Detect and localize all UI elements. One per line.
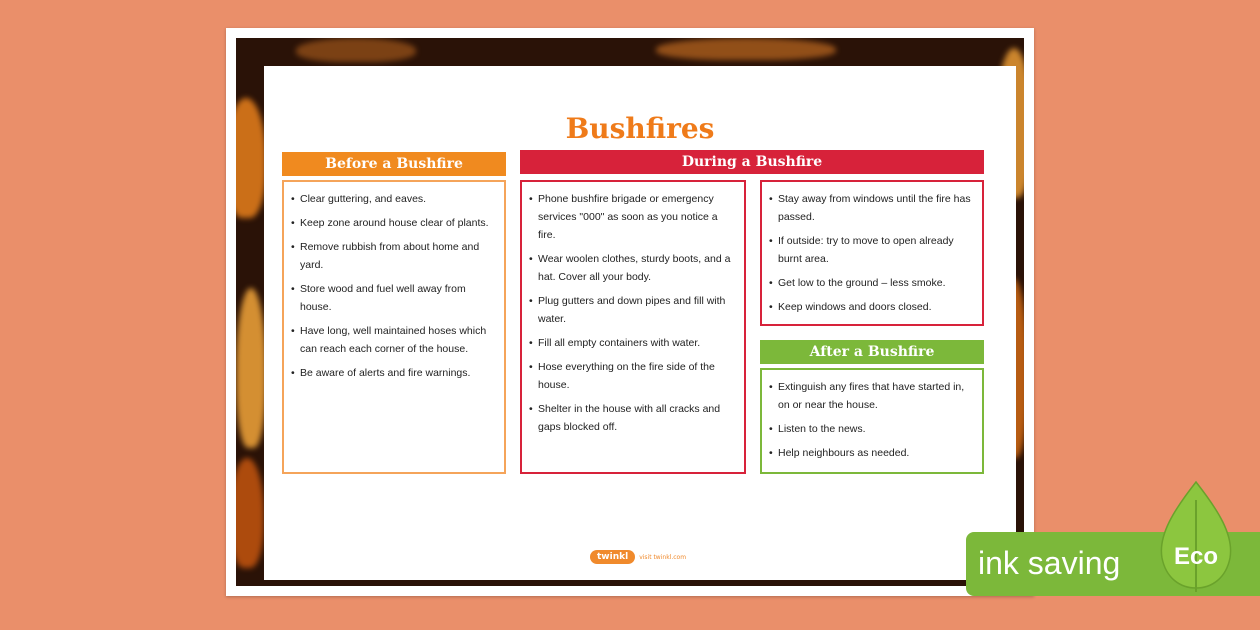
leaf-icon [1156, 480, 1236, 592]
list-item: • Keep windows and doors closed. [778, 298, 976, 316]
fire-border-frame [236, 38, 1024, 586]
list-item: • Extinguish any fires that have started in, on or near the house. [778, 378, 976, 414]
list-item: • Hose everything on the fire side of the house. [538, 358, 738, 394]
flame-decoration [296, 38, 416, 62]
list-item: • Store wood and fuel well away from house. [300, 280, 498, 316]
flame-decoration [236, 458, 264, 568]
eco-label: Eco [1173, 543, 1219, 570]
list-item: • Clear guttering, and eaves. [300, 190, 498, 208]
list-item: • Get low to the ground – less smoke. [778, 274, 976, 292]
during-heading: During a Bushfire [520, 150, 984, 174]
flame-decoration [656, 38, 836, 60]
before-heading: Before a Bushfire [282, 152, 506, 176]
list-item: • If outside: try to move to open already burnt area. [778, 232, 976, 268]
logo-url: visit twinkl.com [639, 553, 687, 561]
ink-saving-eco-badge [966, 532, 1260, 596]
ink-saving-label: ink saving [978, 545, 1121, 581]
list-item: • Fill all empty containers with water. [538, 334, 738, 352]
after-box [760, 368, 984, 474]
before-box [282, 180, 506, 474]
twinkl-logo [590, 550, 686, 564]
list-item: • Keep zone around house clear of plants. [300, 214, 498, 232]
list-item: • Be aware of alerts and fire warnings. [300, 364, 498, 382]
list-item: • Listen to the news. [778, 420, 976, 438]
list-item: • Help neighbours as needed. [778, 444, 976, 462]
list-item: • Plug gutters and down pipes and fill with water. [538, 292, 738, 328]
logo-mark: twinkl [590, 550, 635, 564]
list-item: • Wear woolen clothes, sturdy boots, and a hat. Cover all your body. [538, 250, 738, 286]
poster-content [264, 66, 1016, 580]
list-item: • Phone bushfire brigade or emergency services "000" as soon as you notice a fire. [538, 190, 738, 244]
during-left-box [520, 180, 746, 474]
list-item: • Remove rubbish from about home and yard. [300, 238, 498, 274]
poster-title: Bushfires [565, 112, 715, 145]
list-item: • Have long, well maintained hoses which can reach each corner of the house. [300, 322, 498, 358]
flame-decoration [236, 288, 266, 448]
list-item: • Stay away from windows until the fire has passed. [778, 190, 976, 226]
during-right-box [760, 180, 984, 326]
after-heading: After a Bushfire [760, 340, 984, 364]
flame-decoration [236, 98, 266, 218]
list-item: • Shelter in the house with all cracks and gaps blocked off. [538, 400, 738, 436]
worksheet-preview[interactable] [226, 28, 1034, 596]
